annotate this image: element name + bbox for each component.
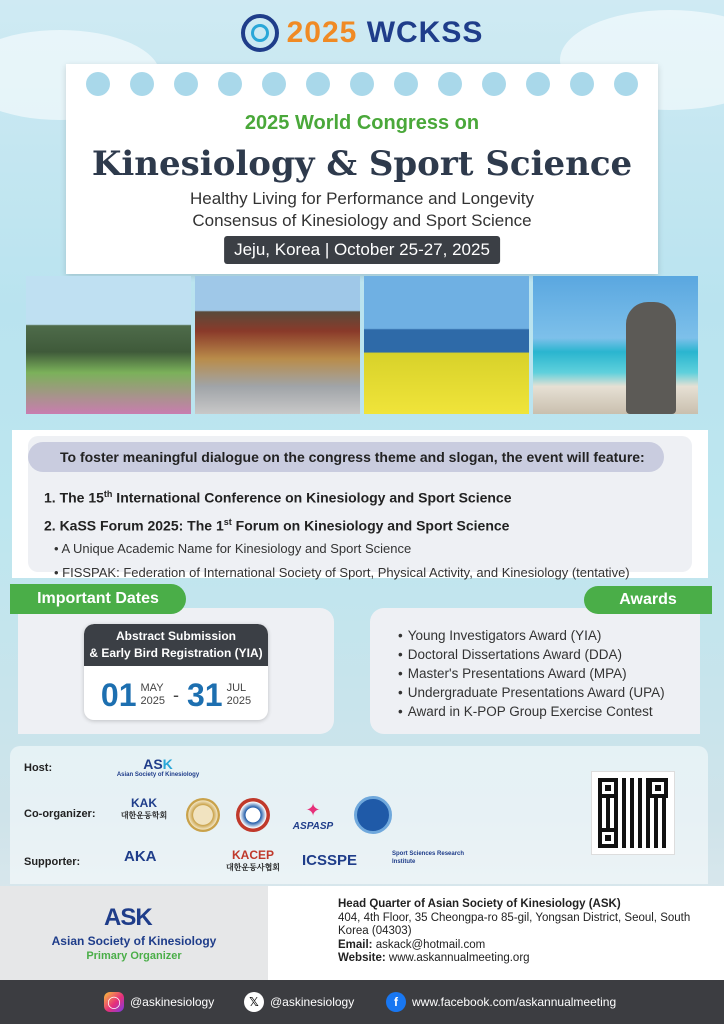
aspasp-logo-text: ASPASP — [292, 821, 334, 832]
photo-canola-field — [364, 276, 529, 414]
coorg-seal-icon — [186, 798, 220, 832]
congress-slogan — [66, 188, 658, 232]
facebook-icon: f — [386, 992, 406, 1012]
end-month-year — [227, 682, 251, 708]
binder-ring-icon — [262, 72, 286, 96]
supporter-logo-ssri — [392, 850, 482, 866]
binder-ring-icon — [174, 72, 198, 96]
slogan-line-1: Healthy Living for Performance and Longevity — [190, 189, 534, 208]
feature-sub-1: • A Unique Academic Name for Kinesiology and Sport Science — [54, 541, 412, 557]
icsspe-logo-text: ICSSPE — [302, 852, 358, 869]
start-month: MAY — [140, 682, 164, 694]
host-logo-name: Asian Society of Kinesiology — [116, 772, 200, 778]
binder-ring-icon — [130, 72, 154, 96]
feature-2-sup: st — [223, 516, 232, 527]
kacep-logo-sub: 대한운동사협회 — [225, 863, 281, 872]
ask-logo — [104, 904, 152, 932]
website-link[interactable]: www.askannualmeeting.org — [388, 952, 530, 964]
award-item: • Young Investigators Award (YIA) — [398, 626, 665, 645]
deadline-title-line-2: & Early Bird Registration (YIA) — [89, 646, 263, 660]
qr-finder-icon — [598, 828, 618, 848]
supporter-logo-icsspe — [302, 852, 382, 869]
instagram-link[interactable] — [104, 992, 214, 1012]
binder-ring-icon — [350, 72, 374, 96]
feature-item-2 — [44, 510, 630, 538]
kak-logo-text: KAK — [131, 796, 157, 810]
feature-2-suffix: Forum on Kinesiology and Sport Science — [231, 517, 510, 534]
deadline-card-title — [84, 624, 268, 666]
binder-ring-icon — [570, 72, 594, 96]
feature-1-prefix: 1. The 15 — [44, 489, 104, 506]
deadline-title-line-1: Abstract Submission — [115, 629, 237, 643]
coorg-logo-aspasp — [284, 800, 342, 832]
ssri-logo-text: Sport Sciences Research Institute — [392, 851, 465, 865]
photo-palace-gate — [195, 276, 360, 414]
kak-logo-sub: 대한운동학회 — [120, 811, 168, 820]
x-link[interactable] — [244, 992, 354, 1012]
feature-sub-2: • FISSPAK: Federation of International Society of Sport, Physical Activity, and Kinesiology (tentative) — [54, 565, 630, 581]
social-bar — [0, 980, 724, 1024]
host-label: Host: — [24, 762, 53, 774]
hq-address: 404, 4th Floor, 35 Cheongpa-ro 85-gil, Yongsan District, Seoul, South Korea (04303) — [338, 911, 691, 937]
features-box — [28, 436, 692, 581]
award-item: • Doctoral Dissertations Award (DDA) — [398, 645, 665, 664]
qr-finder-icon — [598, 778, 618, 798]
event-logo — [0, 12, 724, 54]
x-handle: @askinesiology — [270, 995, 355, 1009]
email-label: Email: — [338, 938, 373, 951]
end-year: 2025 — [226, 695, 252, 707]
awards-list — [398, 626, 665, 721]
awards-heading: Awards — [584, 586, 712, 614]
congress-title: Kinesiology & Sport Science — [91, 144, 633, 184]
coorg-logo-kak — [114, 796, 174, 821]
hq-contact — [338, 898, 698, 966]
supporter-logo-kacep — [218, 848, 288, 873]
organizer-name: Asian Society of Kinesiology — [51, 934, 217, 948]
logo-year: 2025 — [286, 16, 358, 49]
slogan-line-2: Consensus of Kinesiology and Sport Science — [192, 211, 532, 230]
binder-ring-icon — [482, 72, 506, 96]
start-day: 01 — [100, 676, 137, 713]
binder-ring-icon — [86, 72, 110, 96]
aka-logo-text: AKA — [124, 848, 157, 865]
abstract-deadline-card — [84, 624, 268, 720]
x-icon: 𝕏 — [244, 992, 264, 1012]
feature-1-suffix: International Conference on Kinesiology and Sport Science — [112, 489, 512, 506]
hq-title: Head Quarter of Asian Society of Kinesiology (ASK) — [338, 898, 621, 910]
start-month-year — [141, 682, 165, 708]
event-logo-text — [287, 16, 484, 50]
jeju-photo-strip — [26, 276, 698, 414]
range-dash: - — [173, 684, 179, 705]
coorg-emblem-icon — [236, 798, 270, 832]
features-panel — [12, 430, 708, 581]
photo-seongsan-ilchulbong — [26, 276, 191, 414]
start-year: 2025 — [140, 695, 165, 707]
binder-ring-icon — [394, 72, 418, 96]
congress-subtitle: 2025 World Congress on — [244, 112, 480, 134]
binder-ring-icon — [526, 72, 550, 96]
facebook-link[interactable] — [386, 992, 616, 1012]
feature-2-prefix: 2. KaSS Forum 2025: The 1 — [44, 517, 224, 534]
end-month: JUL — [226, 682, 247, 694]
award-item: • Master's Presentations Award (MPA) — [398, 664, 665, 683]
binder-ring-icon — [438, 72, 462, 96]
end-day: 31 — [187, 676, 223, 713]
hq-email-row — [338, 939, 698, 953]
feature-item-1 — [44, 482, 630, 510]
qr-code-icon[interactable] — [592, 772, 674, 854]
important-dates-heading: Important Dates — [10, 584, 186, 614]
supporter-label: Supporter: — [24, 856, 81, 868]
logo-name: WCKSS — [366, 16, 484, 49]
award-item: • Undergraduate Presentations Award (UPA) — [398, 683, 665, 702]
award-item: • Award in K-POP Group Exercise Contest — [398, 702, 665, 721]
binder-rings — [86, 72, 638, 96]
facebook-url: www.facebook.com/askannualmeeting — [412, 995, 617, 1009]
binder-ring-icon — [306, 72, 330, 96]
features-list — [44, 482, 630, 585]
hq-website-row — [338, 952, 698, 966]
coorg-badge-icon — [354, 796, 392, 834]
ask-logo-text: ASK — [104, 904, 152, 931]
binder-ring-icon — [218, 72, 242, 96]
feature-1-sup: th — [103, 489, 113, 499]
host-logo-ask — [112, 756, 204, 778]
binder-ring-icon — [614, 72, 638, 96]
website-label: Website: — [338, 952, 386, 964]
primary-organizer-block — [0, 886, 268, 980]
deadline-range — [84, 666, 268, 720]
photo-dol-hareubang-beach — [533, 276, 698, 414]
aspasp-figure-icon: ✦ — [305, 800, 321, 820]
features-intro: To foster meaningful dialogue on the congress theme and slogan, the event will feature: — [28, 442, 664, 472]
supporter-logo-aka — [124, 848, 186, 865]
wckss-emblem-icon — [241, 14, 279, 52]
instagram-icon: ◯ — [104, 992, 124, 1012]
location-date-badge: Jeju, Korea | October 25-27, 2025 — [224, 236, 500, 264]
dol-hareubang-statue — [626, 302, 676, 414]
title-card — [66, 64, 658, 274]
kacep-logo-text: KACEP — [231, 848, 274, 862]
email-link[interactable]: askack@hotmail.com — [375, 938, 486, 951]
ask-mark-icon: ASK — [143, 756, 173, 772]
qr-finder-icon — [648, 778, 668, 798]
organizer-role: Primary Organizer — [86, 950, 182, 962]
instagram-handle: @askinesiology — [130, 995, 215, 1009]
coorganizer-label: Co-organizer: — [24, 808, 96, 820]
